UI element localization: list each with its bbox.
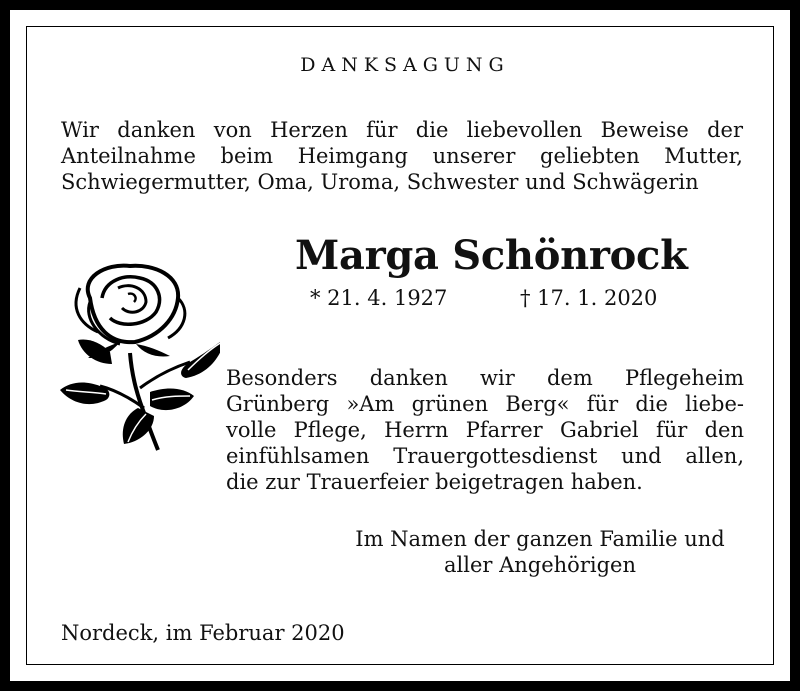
- signature: [330, 526, 750, 578]
- signature-line: aller Angehörigen: [444, 553, 636, 577]
- heading: DANKSAGUNG: [300, 54, 510, 76]
- intro-line: Wir danken von Herzen für die liebevollen Beweise der: [61, 118, 743, 142]
- thanks-line: Grünberg »Am grünen Berg« für die liebe-: [226, 392, 744, 416]
- intro-line: Schwiegermutter, Oma, Uroma, Schwester und Schwägerin: [61, 170, 699, 194]
- deceased-name: Marga Schönrock: [295, 232, 688, 279]
- intro-line: Anteilnahme beim Heimgang unserer geliebten Mutter,: [61, 144, 743, 168]
- rose-icon: [60, 258, 220, 458]
- thanks-text: [226, 365, 744, 495]
- signature-line: Im Namen der ganzen Familie und: [355, 527, 725, 551]
- intro-text: [61, 117, 743, 195]
- thanks-line: einfühlsamen Trauergottesdienst und allen,: [226, 444, 744, 468]
- thanks-line: volle Pflege, Herrn Pfarrer Gabriel für den: [226, 418, 744, 442]
- death-date: † 17. 1. 2020: [520, 286, 658, 310]
- birth-date: * 21. 4. 1927: [310, 286, 448, 310]
- thanks-line: die zur Trauerfeier beigetragen haben.: [226, 470, 643, 494]
- thanks-line: Besonders danken wir dem Pflegeheim: [226, 366, 744, 390]
- place-date: Nordeck, im Februar 2020: [61, 621, 345, 645]
